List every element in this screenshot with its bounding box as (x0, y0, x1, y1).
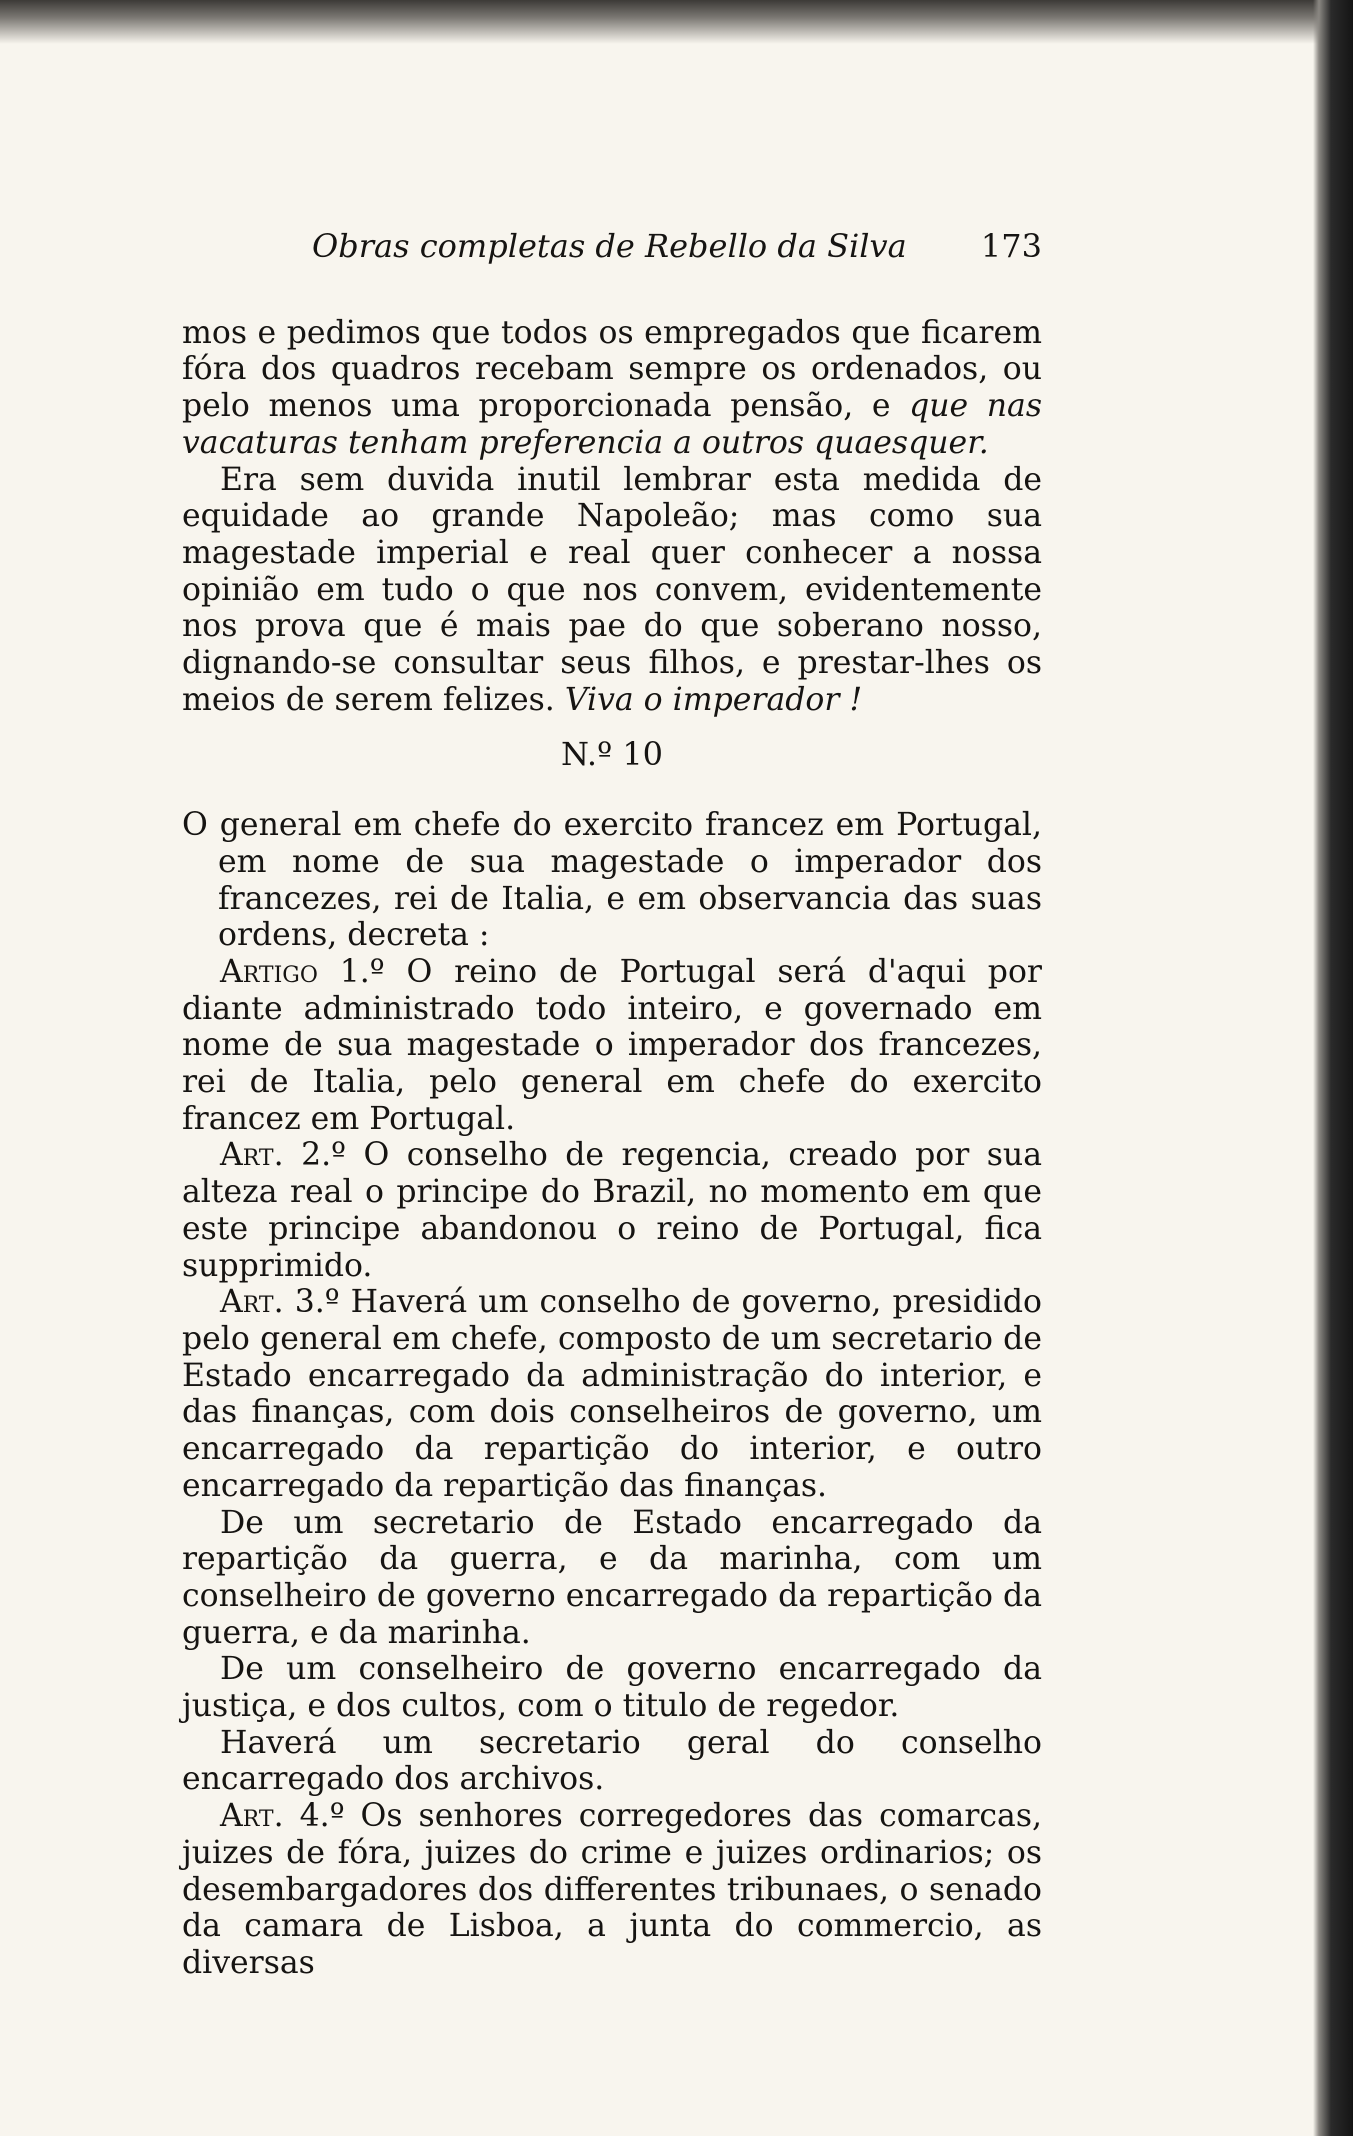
paragraph-secretario-guerra: De um secretario de Estado encarregado da repartição da guerra, e da marinha, com um conselheiro de governo encarregado da repartição da guerra, e da marinha. (182, 1504, 1042, 1651)
paragraph-text: Era sem duvida inutil lembrar esta medida de equidade ao grande Napoleão; mas como sua magestade imperial e real quer conhecer a nossa opinião em tudo o que nos convem, evidentemente nos prova que é mais pae do que soberano nosso, dignando-se consultar seus filhos, e prestar-lhes os meios de serem felizes. (182, 461, 1042, 718)
article-2 (182, 1137, 1042, 1284)
decree-intro: O general em chefe do exercito francez em Portugal, em nome de sua magestade o imperador dos francezes, rei de Italia, e em observancia das suas ordens, decreta : (182, 807, 1042, 954)
book-page (182, 228, 1042, 1982)
article-text: Os senhores corregedores das comarcas, juizes de fóra, juizes do crime e juizes ordinarios; os desembargadores dos differentes tribunaes, o senado da camara de Lisboa, a junta do commercio, as diversas (182, 1798, 1042, 1981)
article-label: Artigo 1.º (220, 953, 385, 990)
article-3 (182, 1284, 1042, 1504)
article-text: Haverá um conselho de governo, presidido pelo general em chefe, composto de um secretario de Estado encarregado da administração do interior, e das finanças, com dois conselheiros de governo, um encarregado da repartição do interior, e outro encarregado da repartição das finanças. (182, 1284, 1042, 1504)
paragraph-secretario-geral: Haverá um secretario geral do conselho encarregado dos archivos. (182, 1724, 1042, 1798)
article-text: O conselho de regencia, creado por sua alteza real o principe do Brazil, no momento em que este principe abandonou o reino de Portugal, fica supprimido. (182, 1137, 1042, 1284)
scan-shadow-top (0, 0, 1353, 44)
running-header (182, 228, 1042, 265)
article-label: Art. 4.º (220, 1798, 345, 1835)
section-heading: N.º 10 (560, 735, 664, 774)
article-1 (182, 954, 1042, 1138)
article-4 (182, 1798, 1042, 1982)
paragraph-text: mos e pedimos que todos os empregados que ficarem fóra dos quadros recebam sempre os ordenados, ou pelo menos uma proporcionada pensão, e (182, 314, 1042, 425)
paragraph-continuation (182, 315, 1042, 462)
paragraph-napoleao (182, 462, 1042, 719)
paragraph-italic-text: Viva o imperador ! (564, 681, 863, 718)
scan-shadow-right (1313, 0, 1353, 2136)
article-label: Art. 2.º (220, 1137, 346, 1174)
article-text: O reino de Portugal será d'aqui por diante administrado todo inteiro, e governado em nome de sua magestade o imperador dos francezes, rei de Italia, pelo general em chefe do exercito francez em Portugal. (182, 953, 1042, 1137)
page-number: 173 (980, 227, 1042, 265)
paragraph-italic-text: que nas vacaturas tenham preferencia a outros quaesquer. (182, 388, 1042, 461)
running-title: Obras completas de Rebello da Silva (312, 227, 907, 265)
article-label: Art. 3.º (220, 1284, 340, 1321)
paragraph-conselheiro-justica: De um conselheiro de governo encarregado da justiça, e dos cultos, com o titulo de regedor. (182, 1651, 1042, 1725)
